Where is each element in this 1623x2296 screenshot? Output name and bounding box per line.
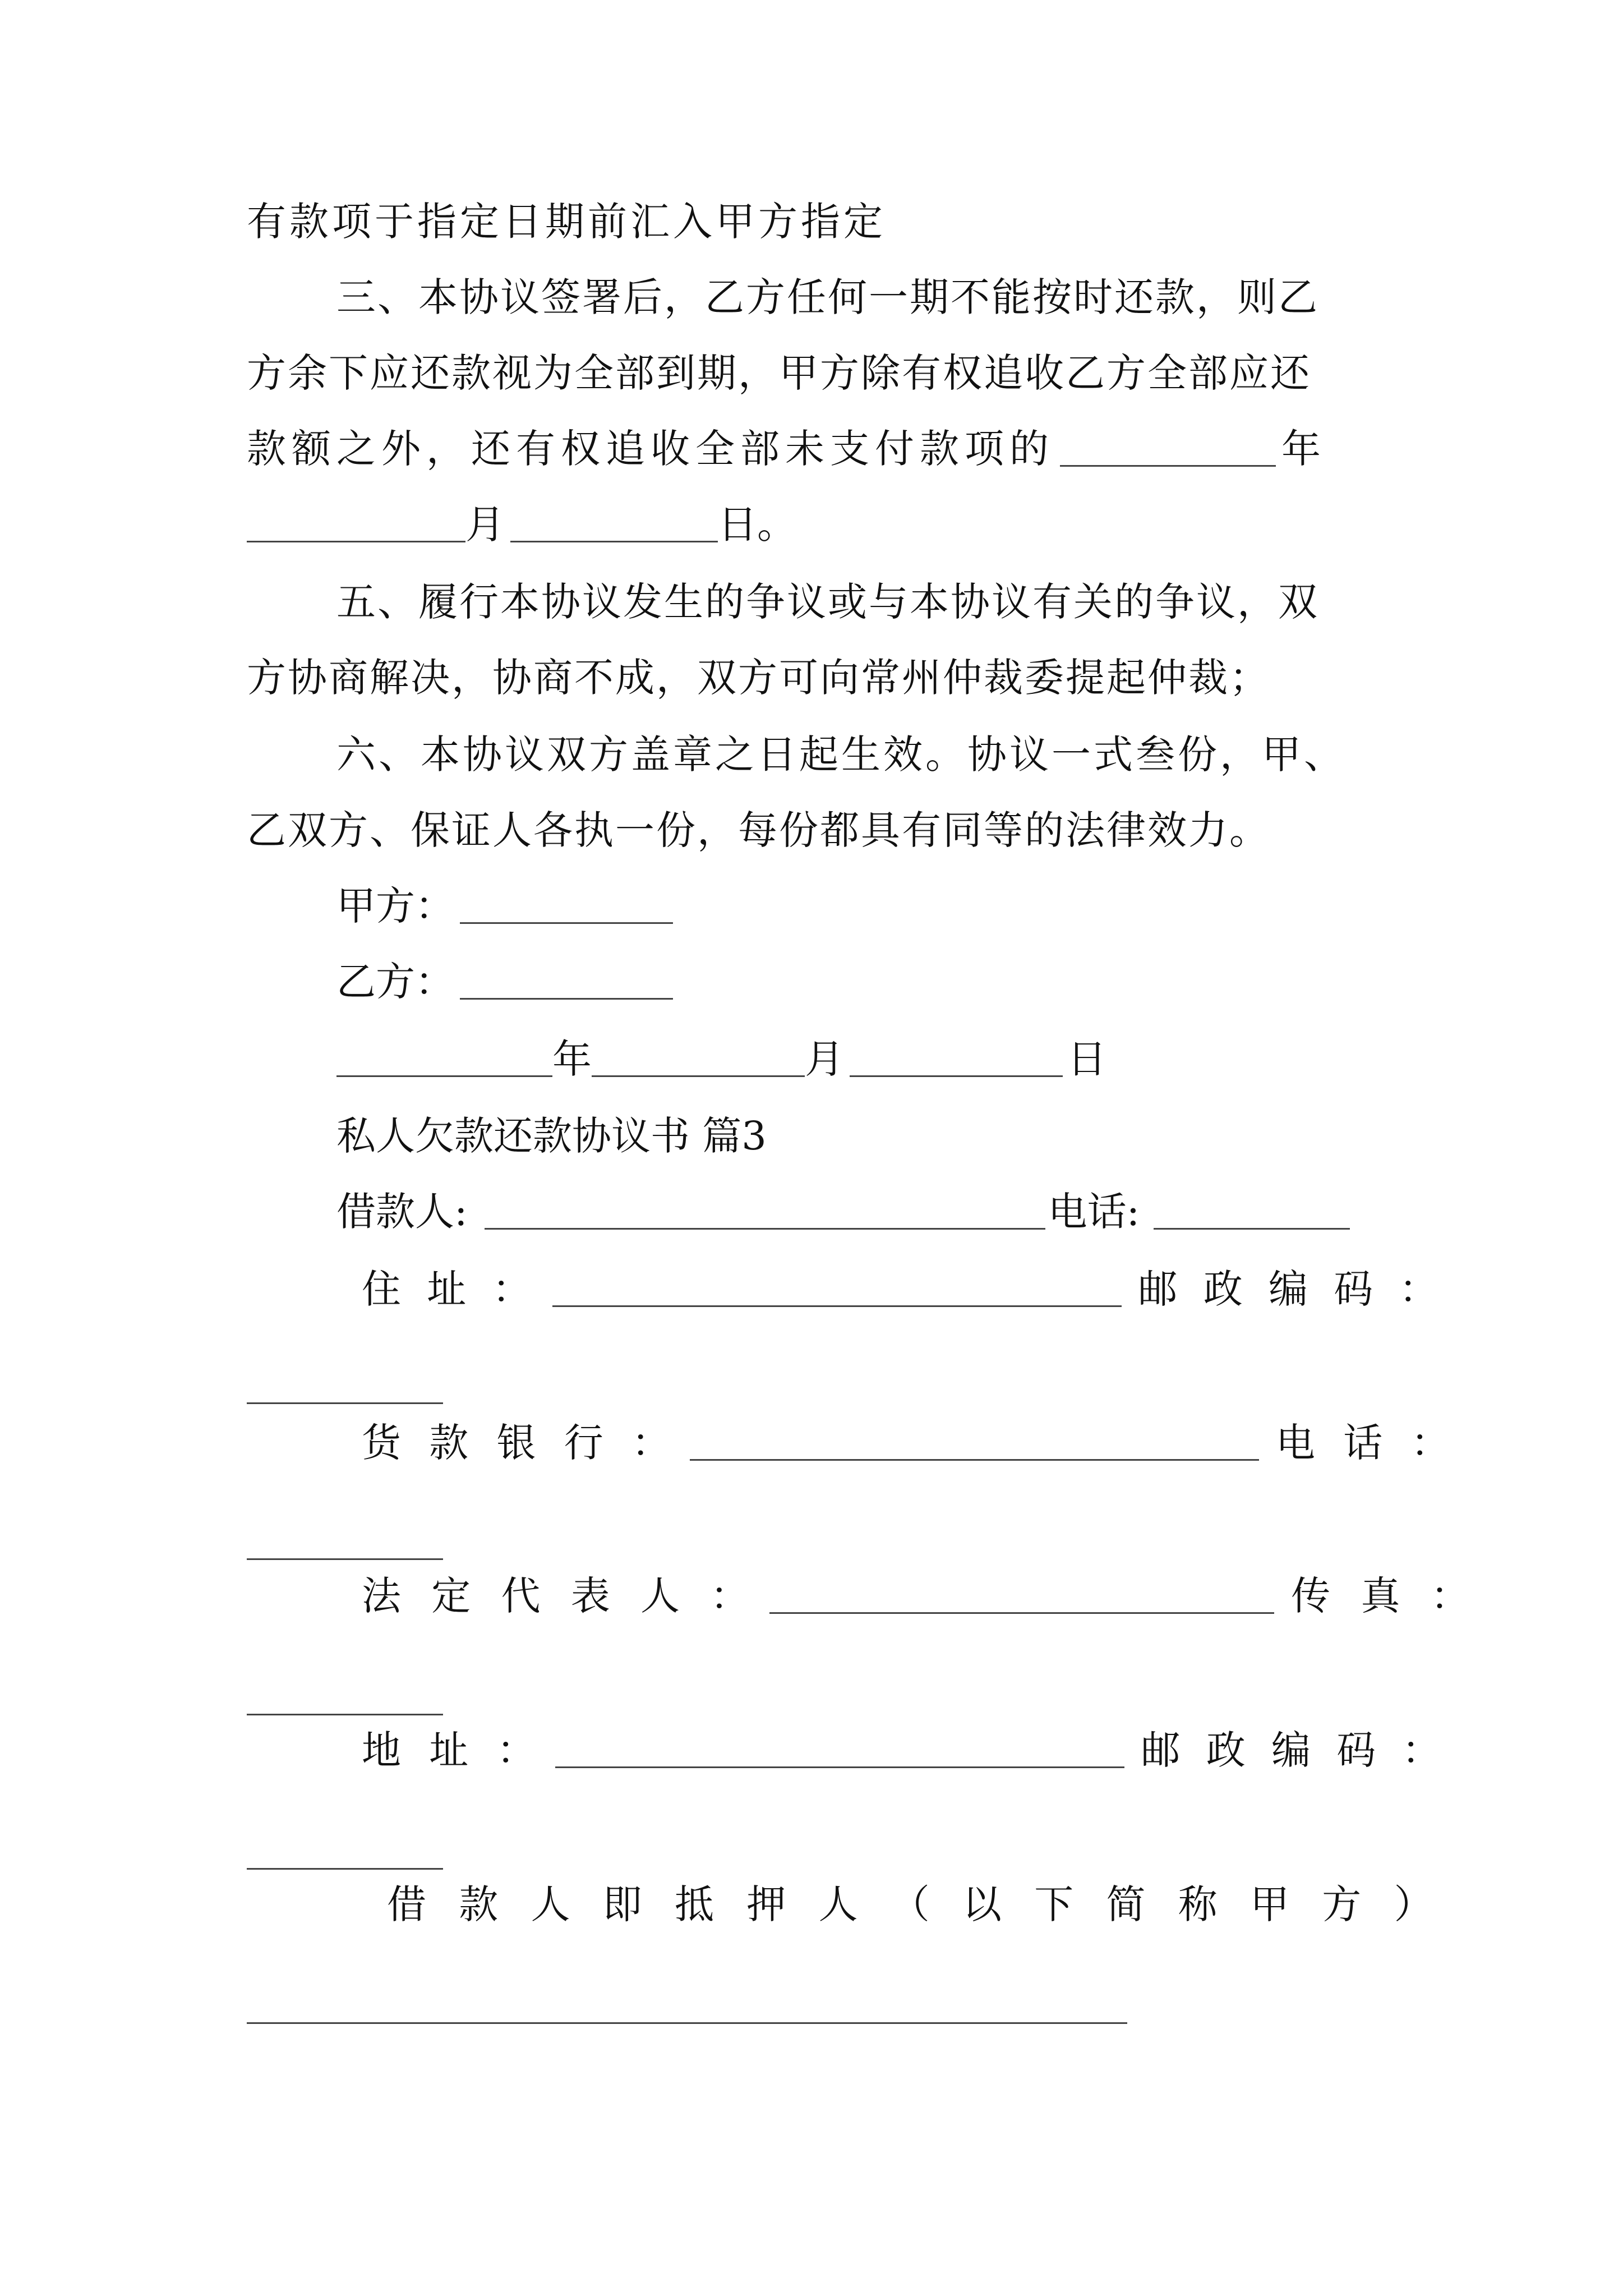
legal-rep-label: 法 定 代 表 人 ： xyxy=(362,1573,759,1619)
phone-field[interactable] xyxy=(1154,1228,1350,1230)
date-day-field[interactable] xyxy=(850,1075,1063,1077)
party-b-label: 乙方： xyxy=(336,959,454,1005)
paragraph-text: 方协商解决，协商不成，双方可向常州仲裁委提起仲裁； xyxy=(247,655,1270,701)
party-a-field[interactable] xyxy=(460,922,673,924)
bank-label: 货 款 银 行 ： xyxy=(362,1420,679,1466)
postcode-field[interactable] xyxy=(247,1402,443,1404)
party-b-line xyxy=(336,954,673,1010)
paragraph-text: 有款项于指定日期前汇入甲方指定 xyxy=(247,199,886,245)
blank-year-field[interactable] xyxy=(1060,465,1276,467)
fax-field[interactable] xyxy=(247,1714,443,1715)
postcode2-field[interactable] xyxy=(247,1868,443,1870)
phone-label: 电话: xyxy=(1048,1189,1140,1235)
party-a-line xyxy=(336,878,673,934)
clause-6-line-1 xyxy=(336,726,1346,783)
legal-rep-field[interactable] xyxy=(769,1612,1274,1614)
address-line xyxy=(362,1261,1445,1317)
date-month-field[interactable] xyxy=(592,1075,805,1077)
date-line xyxy=(336,1031,1106,1087)
bank-phone-field[interactable] xyxy=(247,1558,443,1560)
mortgagor-label: 借 款 人 即 抵 押 人 （ 以 下 简 称 甲 方 ） xyxy=(387,1881,1444,1927)
paragraph-text: 方余下应还款视为全部到期，甲方除有权追收乙方全部应还 xyxy=(247,350,1311,396)
clause-3-line-1 xyxy=(336,269,1319,325)
date-month-label: 月 xyxy=(805,1036,844,1082)
date-year-label: 年 xyxy=(552,1036,592,1082)
address2-line xyxy=(362,1722,1448,1778)
mortgagor-line xyxy=(387,1876,1444,1932)
paragraph-text: 款额之外，还有权追收全部未支付款项的 xyxy=(247,426,1054,472)
bank-line xyxy=(362,1415,1458,1471)
date-day-label: 日 xyxy=(1067,1036,1106,1082)
paragraph-text: 五、履行本协议发生的争议或与本协议有关的争议，双 xyxy=(336,579,1319,625)
party-a-label: 甲方： xyxy=(336,883,454,929)
address2-field[interactable] xyxy=(555,1766,1124,1768)
section-title-text: 私人欠款还款协议书 篇3 xyxy=(336,1113,767,1159)
fax-label: 传 真 ： xyxy=(1291,1573,1479,1619)
address2-label: 地 址 ： xyxy=(362,1727,544,1773)
clause-3-line-4 xyxy=(247,496,796,553)
text-line-1 xyxy=(247,194,886,250)
borrower-field[interactable] xyxy=(485,1228,1045,1230)
mortgagor-field[interactable] xyxy=(247,2022,1127,2024)
clause-6-line-2 xyxy=(247,802,1270,858)
party-b-field[interactable] xyxy=(460,998,673,1000)
clause-3-line-3 xyxy=(247,421,1321,477)
paragraph-text: 乙双方、保证人各执一份，每份都具有同等的法律效力。 xyxy=(247,807,1270,853)
paragraph-text: 六、本协议双方盖章之日起生效。协议一式叁份，甲、 xyxy=(336,731,1346,777)
day-label: 日。 xyxy=(718,501,796,547)
legal-rep-line xyxy=(362,1568,1479,1624)
borrower-line xyxy=(336,1184,1350,1240)
postcode-label: 邮 政 编 码 ： xyxy=(1138,1266,1445,1312)
clause-5-line-2 xyxy=(247,650,1270,706)
address-label: 住 址 ： xyxy=(362,1266,538,1312)
bank-field[interactable] xyxy=(690,1459,1259,1461)
borrower-label: 借款人: xyxy=(336,1189,468,1235)
section-title xyxy=(336,1108,767,1164)
blank-field[interactable] xyxy=(510,541,718,542)
bank-phone-label: 电 话 ： xyxy=(1276,1420,1458,1466)
year-label: 年 xyxy=(1281,426,1321,472)
month-label: 月 xyxy=(465,501,505,547)
paragraph-text: 三、本协议签署后，乙方任何一期不能按时还款，则乙 xyxy=(336,274,1319,320)
clause-5-line-1 xyxy=(336,574,1319,630)
clause-3-line-2 xyxy=(247,345,1311,401)
blank-field[interactable] xyxy=(247,541,465,542)
address-field[interactable] xyxy=(552,1305,1122,1307)
date-year-field[interactable] xyxy=(336,1075,552,1077)
postcode2-label: 邮 政 编 码 ： xyxy=(1141,1727,1448,1773)
